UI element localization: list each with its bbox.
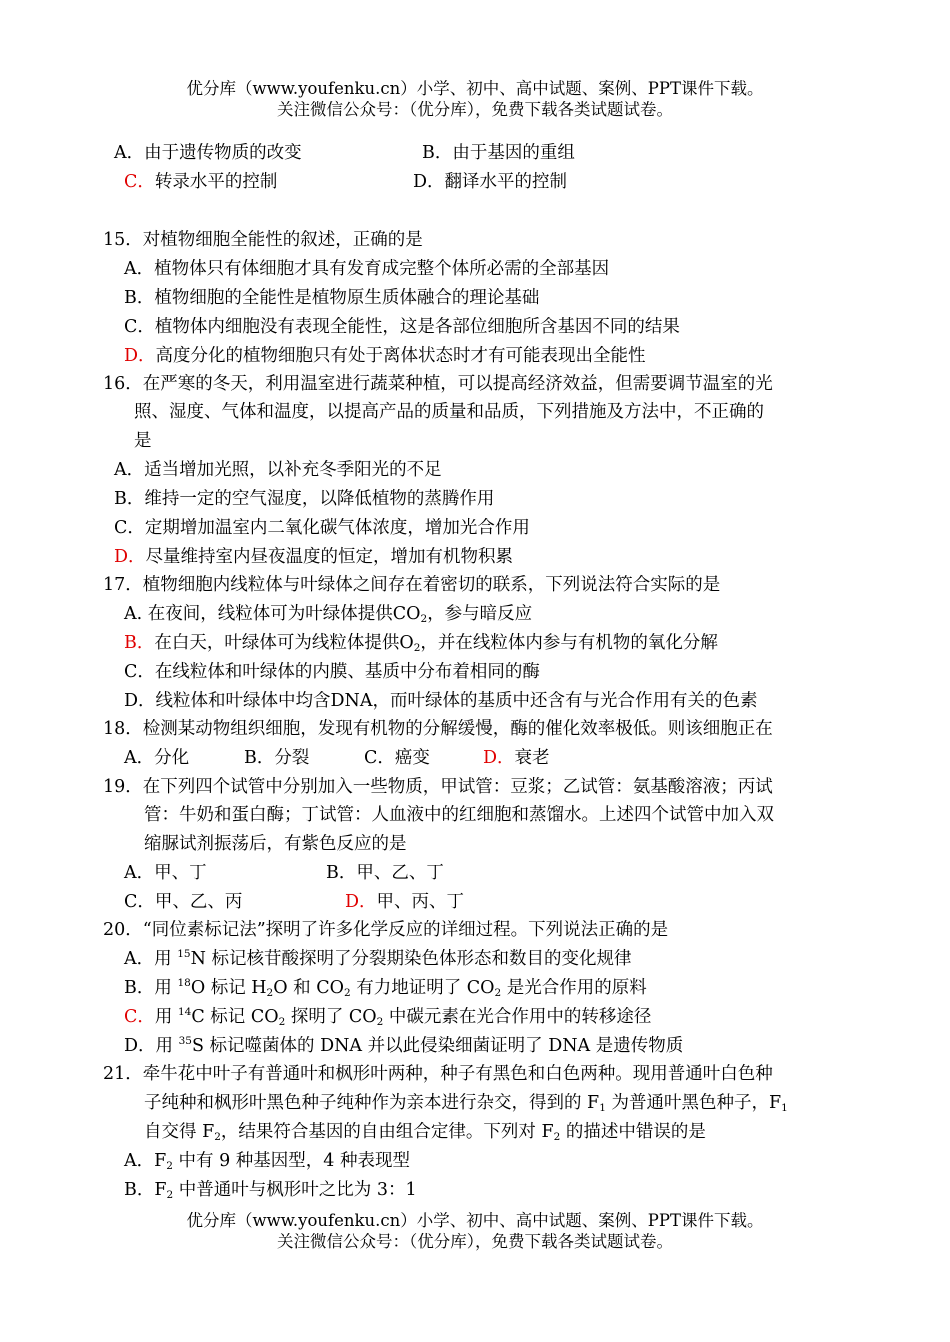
q18-option-b: B．分裂	[244, 748, 310, 768]
q19-stem-line-3: 缩脲试剂振荡后，有紫色反应的是	[144, 834, 407, 854]
q15-option-b: B．植物细胞的全能性是植物原生质体融合的理论基础	[124, 288, 540, 308]
q18-answer-letter: D．	[483, 748, 515, 768]
q16-option-d: D．尽量维持室内昼夜温度的恒定，增加有机物积累	[114, 547, 514, 567]
header-line-1: 优分库（www.youfenku.cn）小学、初中、高中试题、案例、PPT课件下载。	[186, 79, 764, 98]
q17-option-c: C．在线粒体和叶绿体的内膜、基质中分布着相同的酶	[124, 662, 540, 682]
q21-option-a: A．$F_2$ 中有 9 种基因型，4 种表现型	[124, 1151, 410, 1172]
q17-answer-letter: B．	[124, 633, 155, 653]
q15-stem: 15．对植物细胞全能性的叙述，正确的是	[103, 230, 423, 250]
q16-stem-line-1: 16．在严寒的冬天，利用温室进行蔬菜种植，可以提高经济效益，但需要调节温室的光	[103, 374, 773, 394]
q19-stem-line-2: 管：牛奶和蛋白酶；丁试管：人血液中的红细胞和蒸馏水。上述四个试管中加入双	[144, 805, 774, 825]
q17-option-b: B．在白天，叶绿体可为线粒体提供$O_2$，并在线粒体内参与有机物的氧化分解	[124, 633, 718, 654]
q21-option-b: B．$F_2$ 中普通叶与枫形叶之比为 3：1	[124, 1180, 417, 1201]
q17-stem: 17．植物细胞内线粒体与叶绿体之间存在着密切的联系，下列说法符合实际的是	[103, 575, 721, 595]
q18-stem: 18．检测某动物组织细胞，发现有机物的分解缓慢，酶的催化效率极低。则该细胞正在	[103, 719, 773, 739]
q19-option-b: B．甲、乙、丁	[326, 863, 444, 883]
q16-option-c: C．定期增加温室内二氧化碳气体浓度，增加光合作用	[114, 518, 530, 538]
page-header	[0, 78, 950, 120]
q14-option-b: B．由于基因的重组	[422, 143, 575, 163]
q19-option-d: D．甲、丙、丁	[345, 892, 465, 912]
q19-stem-line-1: 19．在下列四个试管中分别加入一些物质，甲试管：豆浆；乙试管：氨基酸溶液；丙试	[103, 777, 773, 797]
q14-option-d: D．翻译水平的控制	[413, 172, 568, 192]
q14-answer-letter: C．	[124, 172, 155, 192]
q21-stem-line-1: 21．牵牛花中叶子有普通叶和枫形叶两种，种子有黑色和白色两种。现用普通叶白色种	[103, 1064, 773, 1084]
q15-answer-letter: D．	[124, 346, 156, 366]
q19-option-c: C．甲、乙、丙	[124, 892, 243, 912]
q17-option-a: A. 在夜间，线粒体可为叶绿体提供$CO_2$，参与暗反应	[124, 604, 533, 625]
q16-answer-letter: D．	[114, 547, 146, 567]
q15-option-a: A．植物体只有体细胞才具有发育成完整个体所必需的全部基因	[124, 259, 610, 279]
q18-option-c: C．癌变	[364, 748, 430, 768]
q16-option-a: A．适当增加光照，以补充冬季阳光的不足	[114, 460, 442, 480]
q16-stem-line-2: 照、湿度、气体和温度，以提高产品的质量和品质，下列措施及方法中，不正确的	[134, 402, 764, 422]
q19-option-a: A．甲、丁	[124, 863, 207, 883]
q18-option-a: A．分化	[124, 748, 190, 768]
q20-stem: 20．“同位素标记法”探明了许多化学反应的详细过程。下列说法正确的是	[103, 920, 669, 940]
page-footer	[0, 1210, 950, 1252]
footer-line-1: 优分库（www.youfenku.cn）小学、初中、高中试题、案例、PPT课件下载。	[186, 1211, 764, 1230]
q16-option-b: B．维持一定的空气湿度，以降低植物的蒸腾作用	[114, 489, 495, 509]
footer-line-2: 关注微信公众号：（优分库），免费下载各类试题试卷。	[277, 1232, 673, 1251]
q21-stem-line-3: 自交得 $F_2$，结果符合基因的自由组合定律。下列对 $F_2$ 的描述中错误的是	[144, 1122, 706, 1143]
q14-option-c: C．转录水平的控制	[124, 172, 278, 192]
q18-option-d: D．衰老	[483, 748, 550, 768]
header-line-2: 关注微信公众号：（优分库），免费下载各类试题试卷。	[277, 100, 673, 119]
q16-stem-line-3: 是	[134, 431, 152, 451]
q15-option-c: C．植物体内细胞没有表现全能性，这是各部位细胞所含基因不同的结果	[124, 317, 680, 337]
q14-option-a: A．由于遗传物质的改变	[114, 143, 302, 163]
q15-option-d: D．高度分化的植物细胞只有处于离体状态时才有可能表现出全能性	[124, 346, 646, 366]
q21-stem-line-2: 子纯种和枫形叶黑色种子纯种作为亲本进行杂交，得到的 $F_1$ 为普通叶黑色种子，$F_1$	[144, 1093, 788, 1114]
q20-answer-letter: C．	[124, 1007, 155, 1027]
q20-option-d: D．用 $^{35}$S 标记噬菌体的 DNA 并以此侵染细菌证明了 DNA 是遗传物质	[124, 1035, 684, 1056]
q19-answer-letter: D．	[345, 892, 377, 912]
q20-option-b: B．用 $^{18}$O 标记 $H_2O$ 和 $CO_2$ 有力地证明了 $CO_2$ 是光合作用的原料	[124, 977, 647, 999]
q17-option-d: D．线粒体和叶绿体中均含DNA，而叶绿体的基质中还含有与光合作用有关的色素	[124, 691, 758, 711]
q20-option-a: A．用 $^{15}$N 标记核苷酸探明了分裂期染色体形态和数目的变化规律	[124, 948, 632, 969]
q20-option-c: C．用 $^{14}$C 标记 $CO_2$ 探明了 $CO_2$ 中碳元素在光合作用中的转移途径	[124, 1006, 652, 1028]
